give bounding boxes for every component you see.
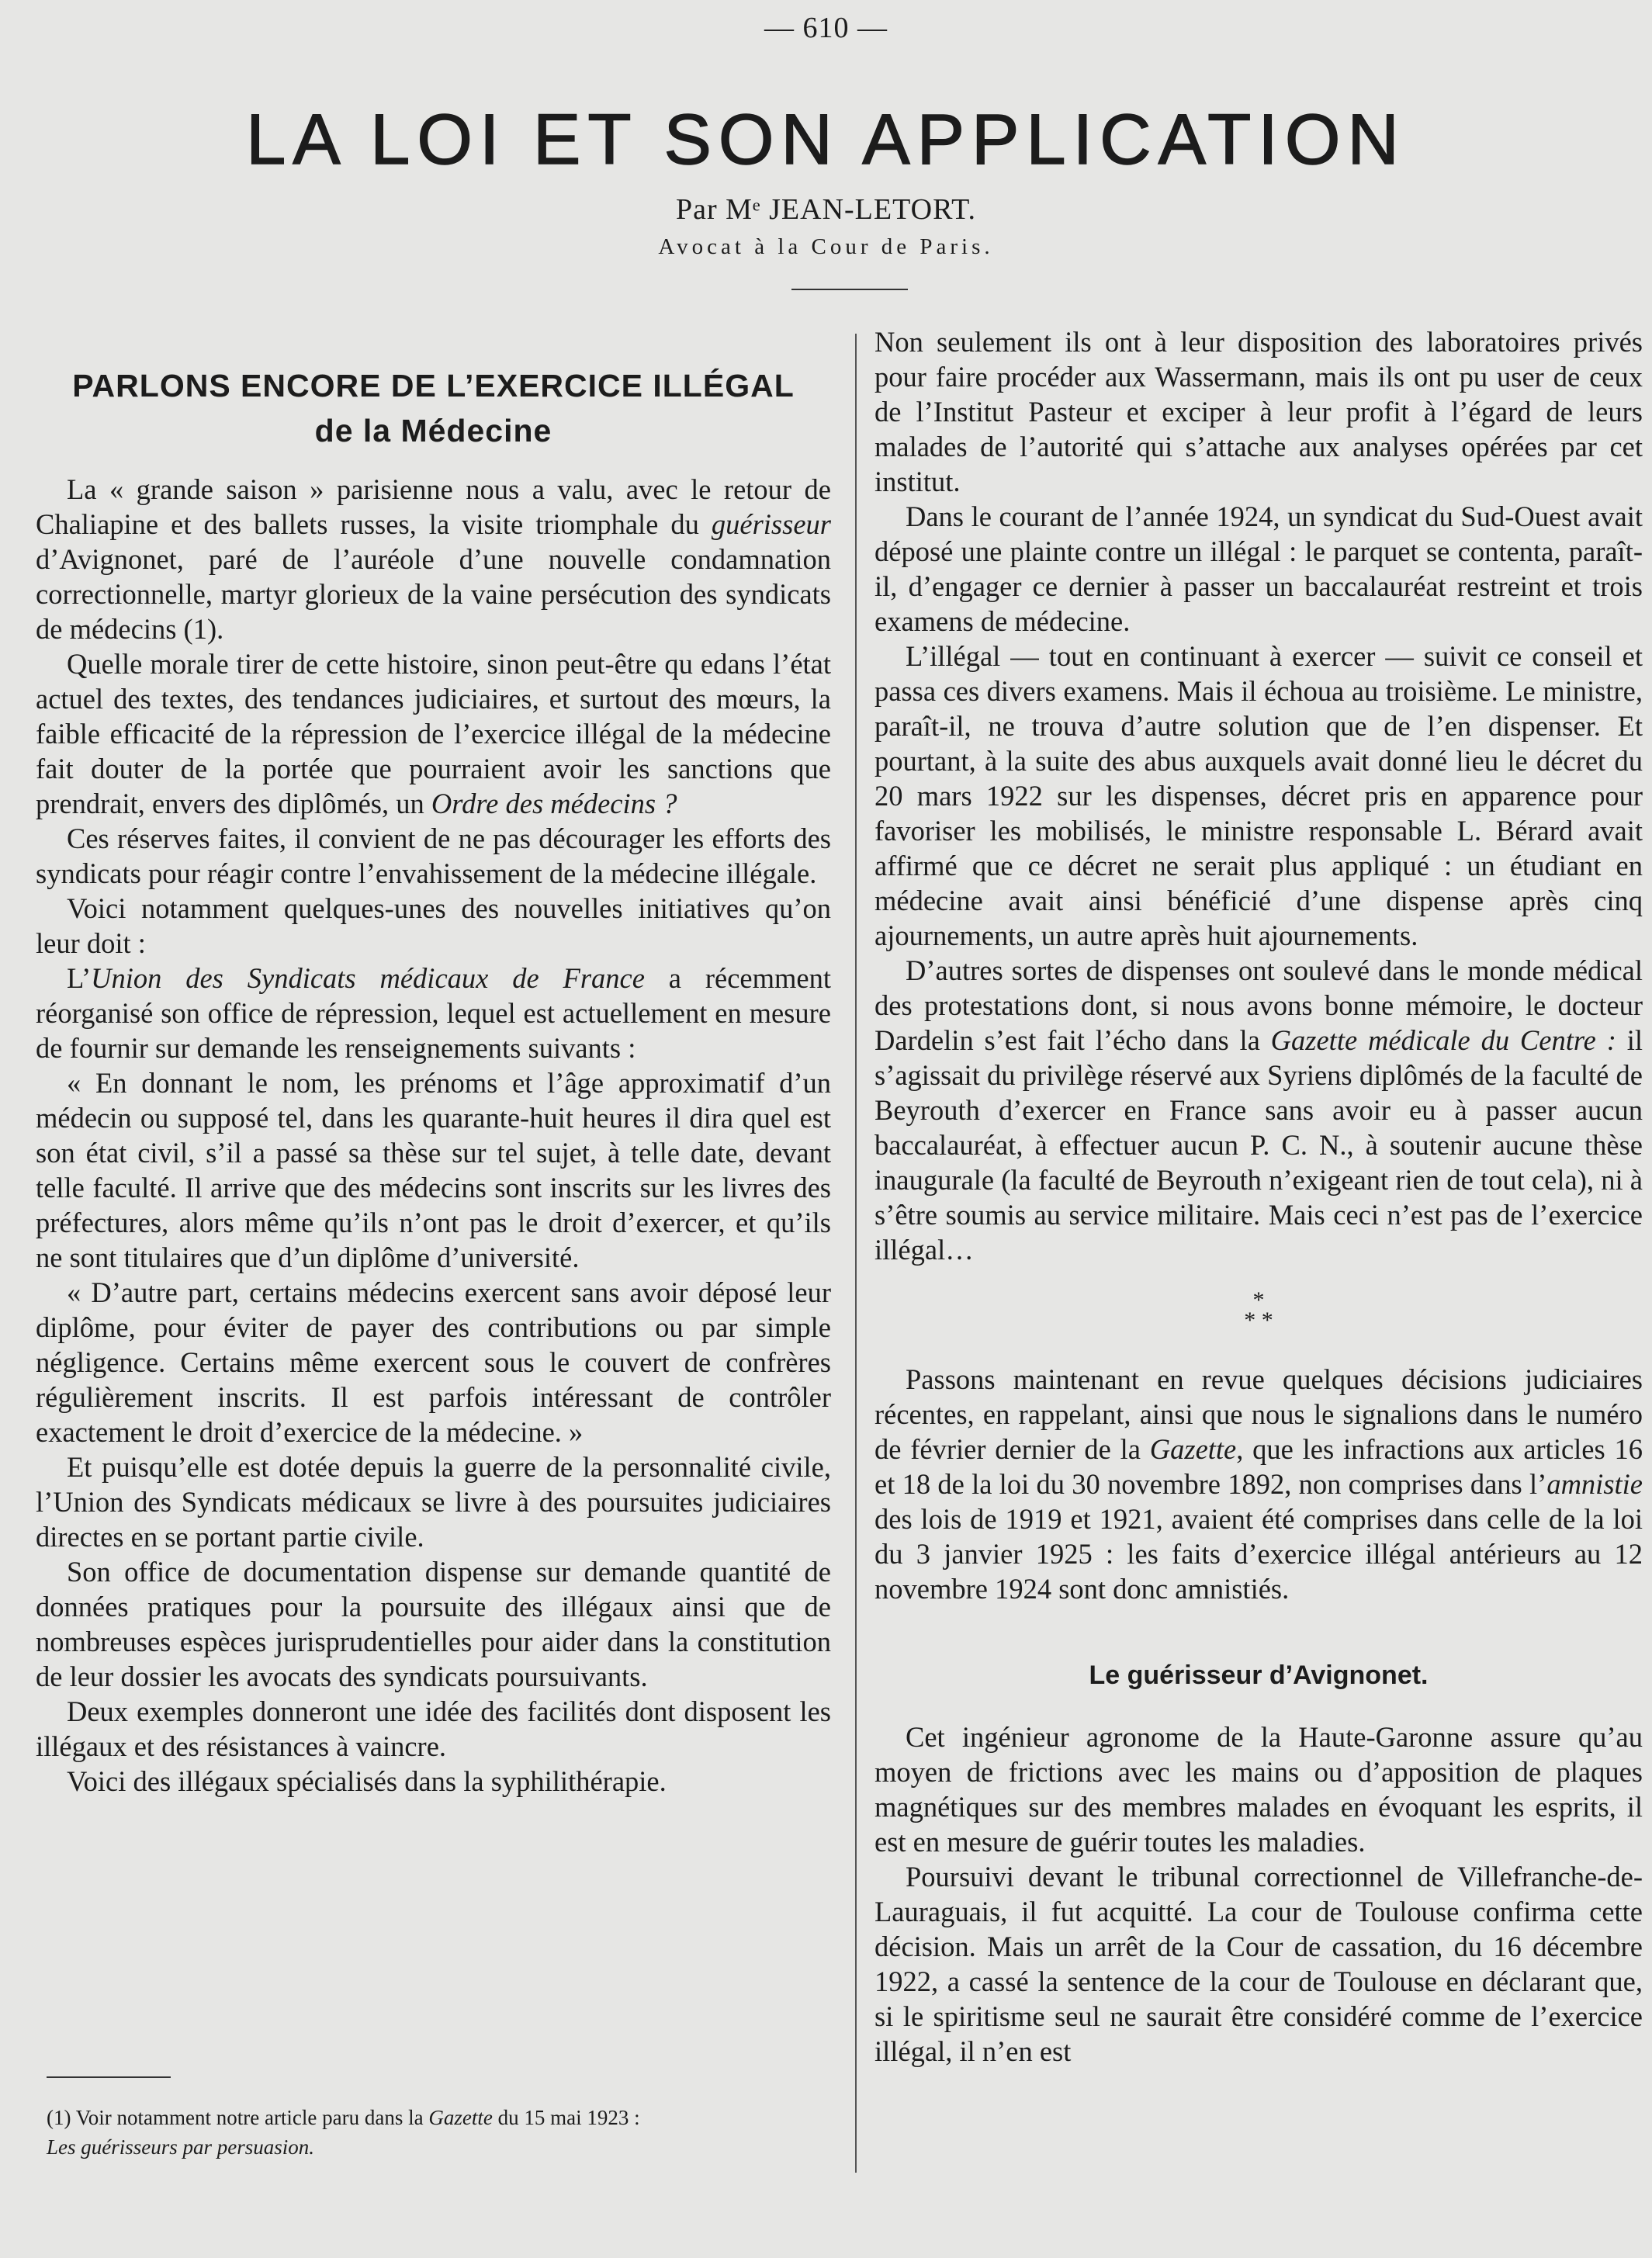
paragraph-8: Et puisqu’elle est dotée depuis la guerre de la personnalité civile, l’Union des Syndicats médicaux se livre à des poursuites judiciaires directes en se portant partie civile. [36, 1451, 831, 1553]
left-column [36, 324, 831, 1799]
paragraph-10: Deux exemples donneront une idée des facilités dont disposent les illégaux et des résistances à vaincre. [36, 1695, 831, 1762]
paragraph-7: « D’autre part, certains médecins exercent sans avoir déposé leur diplôme, pour éviter de payer des contributions ou par simple négligence. Certains même exercent sous le couvert de confrères régulièrement inscrits. Il est parfois intéressant de contrôler exactement le droit d’exercice de la médecine. » [36, 1276, 831, 1448]
paragraph-3: Ces réserves faites, il convient de ne pas décourager les efforts des syndicats pour réagir contre l’envahissement de la médecine illégale. [36, 823, 831, 889]
title-rule [791, 289, 908, 290]
paragraph-r6: Cet ingénieur agronome de la Haute-Garonne assure qu’au moyen de frictions avec les mains ou d’apposition de plaques magnétiques sur des membres malades en évoquant les esprits, il est en mesure de guérir toutes les maladies. [874, 1721, 1643, 1858]
section-heading-line2: de la Médecine [314, 413, 552, 448]
subsection-heading: Le guérisseur d’Avignonet. [1089, 1661, 1429, 1690]
paragraph-5: L’Union des Syndicats médicaux de France a récemment réorganisé son office de répression, lequel est actuellement en mesure de fournir sur demande les renseignements suivants : [36, 962, 831, 1064]
footnote-title: Les guérisseurs par persuasion. [47, 2135, 315, 2159]
footnote: (1) Voir notamment notre article paru dans la Gazette du 15 mai 1923 : Les guérisseurs par persuasion. [47, 2103, 846, 2162]
paragraph-4: Voici notamment quelques-unes des nouvelles initiatives qu’on leur doit : [36, 892, 831, 959]
paragraph-r2: Dans le courant de l’année 1924, un syndicat du Sud-Ouest avait déposé une plainte contre un illégal : le parquet se contenta, paraît-il, d’engager ce dernier à passer un baccalauréat restreint et trois examens de médecine. [874, 500, 1643, 637]
article-title: LA LOI ET SON APPLICATION [246, 100, 1406, 179]
paragraph-r7: Poursuivi devant le tribunal correctionnel de Villefranche-de-Lauraguais, il fut acquitté. La cour de Toulouse confirma cette décision. Mais un arrêt de la Cour de cassation, du 16 décembre 1922, a cassé la sentence de la cour de Toulouse en déclarant que, si le spiritisme seul ne saurait être considéré comme de l’exercice illégal, il n’en est [874, 1861, 1643, 2067]
footnote-rule [47, 2076, 171, 2078]
author-byline: Par Mᵉ JEAN-LETORT. [675, 193, 977, 226]
column-divider [855, 334, 857, 2173]
page-number: — 610 — [764, 12, 888, 44]
section-heading-line1: PARLONS ENCORE DE L’EXERCICE ILLÉGAL [72, 368, 795, 403]
paragraph-2: Quelle morale tirer de cette histoire, sinon peut-être qu edans l’état actuel des textes, des tendances judiciaires, et surtout des mœurs, la faible efficacité de la répression de l’exercice illégal de la médecine fait douter de la portée que pourraient avoir les sanctions que prendrait, envers des diplômés, un Ordre des médecins ? [36, 648, 831, 819]
paragraph-9: Son office de documentation dispense sur demande quantité de données pratiques pour la poursuite des illégaux ainsi que de nombreuses espèces jurisprudentielles pour aider dans la constitution de leur dossier les avocats des syndicats poursuivants. [36, 1556, 831, 1692]
paragraph-r1: Non seulement ils ont à leur disposition des laboratoires privés pour faire procéder aux Wassermann, mais ils ont pu user de ceux de l’Institut Pasteur et exciper à leur profit à l’égard de leurs malades de l’autorité qui s’attache aux analyses opérées par cet institut. [874, 326, 1643, 497]
right-column [874, 324, 1643, 2069]
paragraph-r4: D’autres sortes de dispenses ont soulevé dans le monde médical des protestations dont, si nous avons bonne mémoire, le docteur Dardelin s’est fait l’écho dans la Gazette médicale du Centre : il s’agissait du privilège réservé aux Syriens diplômés de la faculté de Beyrouth d’exercer en France sans avoir eu à passer aucun baccalauréat, à effectuer aucun P. C. N., à soutenir aucune thèse inaugurale (la faculté de Beyrouth n’exigeant rien de tout cela), ni à s’être soumis au service militaire. Mais ceci n’est pas de l’exercice illégal… [874, 954, 1643, 1266]
paragraph-r3: L’illégal — tout en continuant à exercer — suivit ce conseil et passa ces divers examens. Mais il échoua au troisième. Le ministre, paraît-il, ne trouva d’autre solution que de l’en dispenser. Et pourtant, à la suite des abus auxquels avait donné lieu le décret du 20 mars 1922 sur les dispenses, décret pris en apparence pour favoriser les mobilisés, le ministre responsable L. Bérard avait affirmé que ce décret ne serait plus appliqué : un étudiant en médecine avait ainsi bénéficié d’une dispense après cinq ajournements, un autre après huit ajournements. [874, 640, 1643, 951]
author-affiliation: Avocat à la Cour de Paris. [658, 234, 994, 259]
paragraph-r5: Passons maintenant en revue quelques décisions judiciaires récentes, en rappelant, ainsi que nous le signalions dans le numéro de février dernier de la Gazette, que les infractions aux articles 16 et 18 de la loi du 30 novembre 1892, non comprises dans l’amnistie des lois de 1919 et 1921, avaient été comprises dans celle de la loi du 3 janvier 1925 : les faits d’exercice illégal antérieurs au 12 novembre 1924 sont donc amnistiés. [874, 1363, 1643, 1605]
paragraph-11: Voici des illégaux spécialisés dans la syphilithérapie. [67, 1765, 667, 1797]
section-heading [36, 363, 831, 453]
paragraph-1: La « grande saison » parisienne nous a valu, avec le retour de Chaliapine et des ballets russes, la visite triomphale du guérisseur d’Avignonet, paré de l’auréole d’une nouvelle condamnation correctionnelle, martyr glorieux de la vaine persécution des syndicats de médecins (1). [36, 473, 831, 645]
asterism-separator: * * * [1244, 1287, 1273, 1333]
paragraph-6: « En donnant le nom, les prénoms et l’âge approximatif d’un médecin ou supposé tel, dans les quarante-huit heures il dira quel est son état civil, s’il a passé sa thèse sur tel sujet, à telle date, devant telle faculté. Il arrive que des médecins sont inscrits sur les livres des préfectures, alors même qu’ils n’ont pas le droit d’exercer, et qu’ils ne sont titulaires que d’un diplôme d’université. [36, 1067, 831, 1273]
